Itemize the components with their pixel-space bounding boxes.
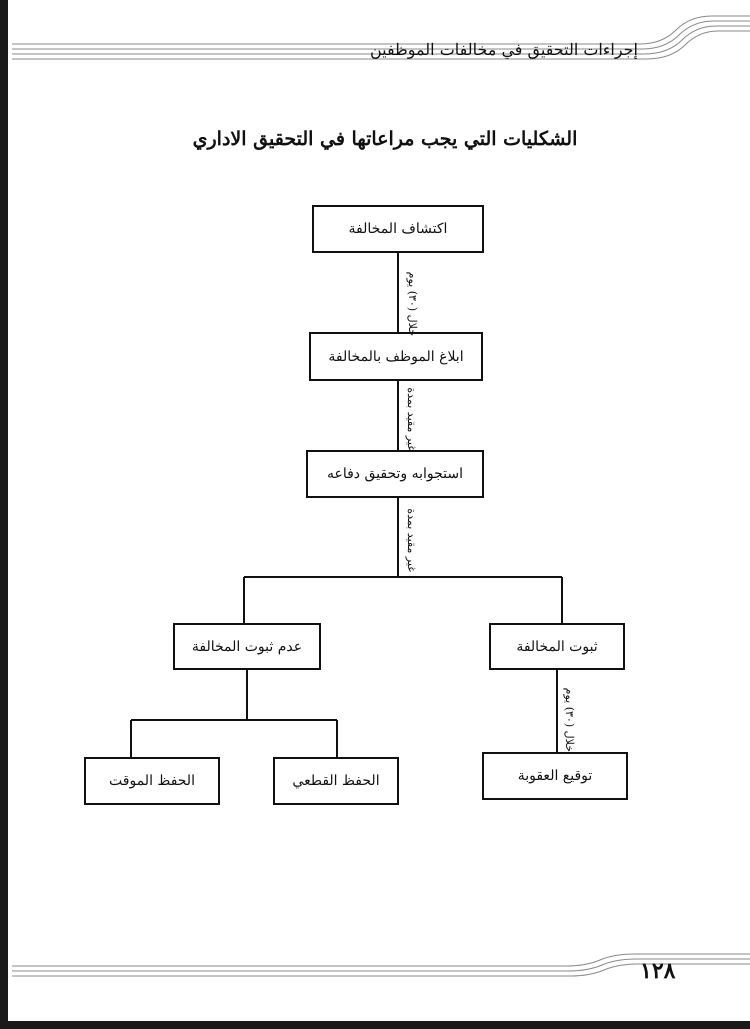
running-header: إجراءات التحقيق في مخالفات الموظفين (369, 40, 638, 59)
node-final-filing: الحفظ القطعي (273, 757, 399, 805)
diagram-title: الشكليات التي يجب مراعاتها في التحقيق الاداري (192, 128, 578, 150)
node-notify: ابلاغ الموظف بالمخالفة (309, 332, 483, 381)
node-discovery: اكتشاف المخالفة (312, 205, 484, 253)
node-penalty: توقيع العقوبة (482, 752, 628, 800)
node-proven: ثبوت المخالفة (489, 623, 625, 670)
node-not-proven: عدم ثبوت المخالفة (173, 623, 321, 670)
edge-label-notify-interrogation: غير مقيد بمدة (405, 387, 418, 451)
edge-label-discovery-notify: خلال (٣٠) يوم (406, 271, 419, 336)
node-interrogation: استجوابه وتحقيق دفاعه (306, 450, 484, 498)
edge-label-interrogation-outcome: غير مقيد بمدة (405, 508, 418, 572)
page-number: ١٢٨ (640, 958, 676, 984)
node-temporary-filing: الحفظ الموقت (84, 757, 220, 805)
edge-label-proven-penalty: خلال (٣٠) يوم (563, 687, 576, 752)
